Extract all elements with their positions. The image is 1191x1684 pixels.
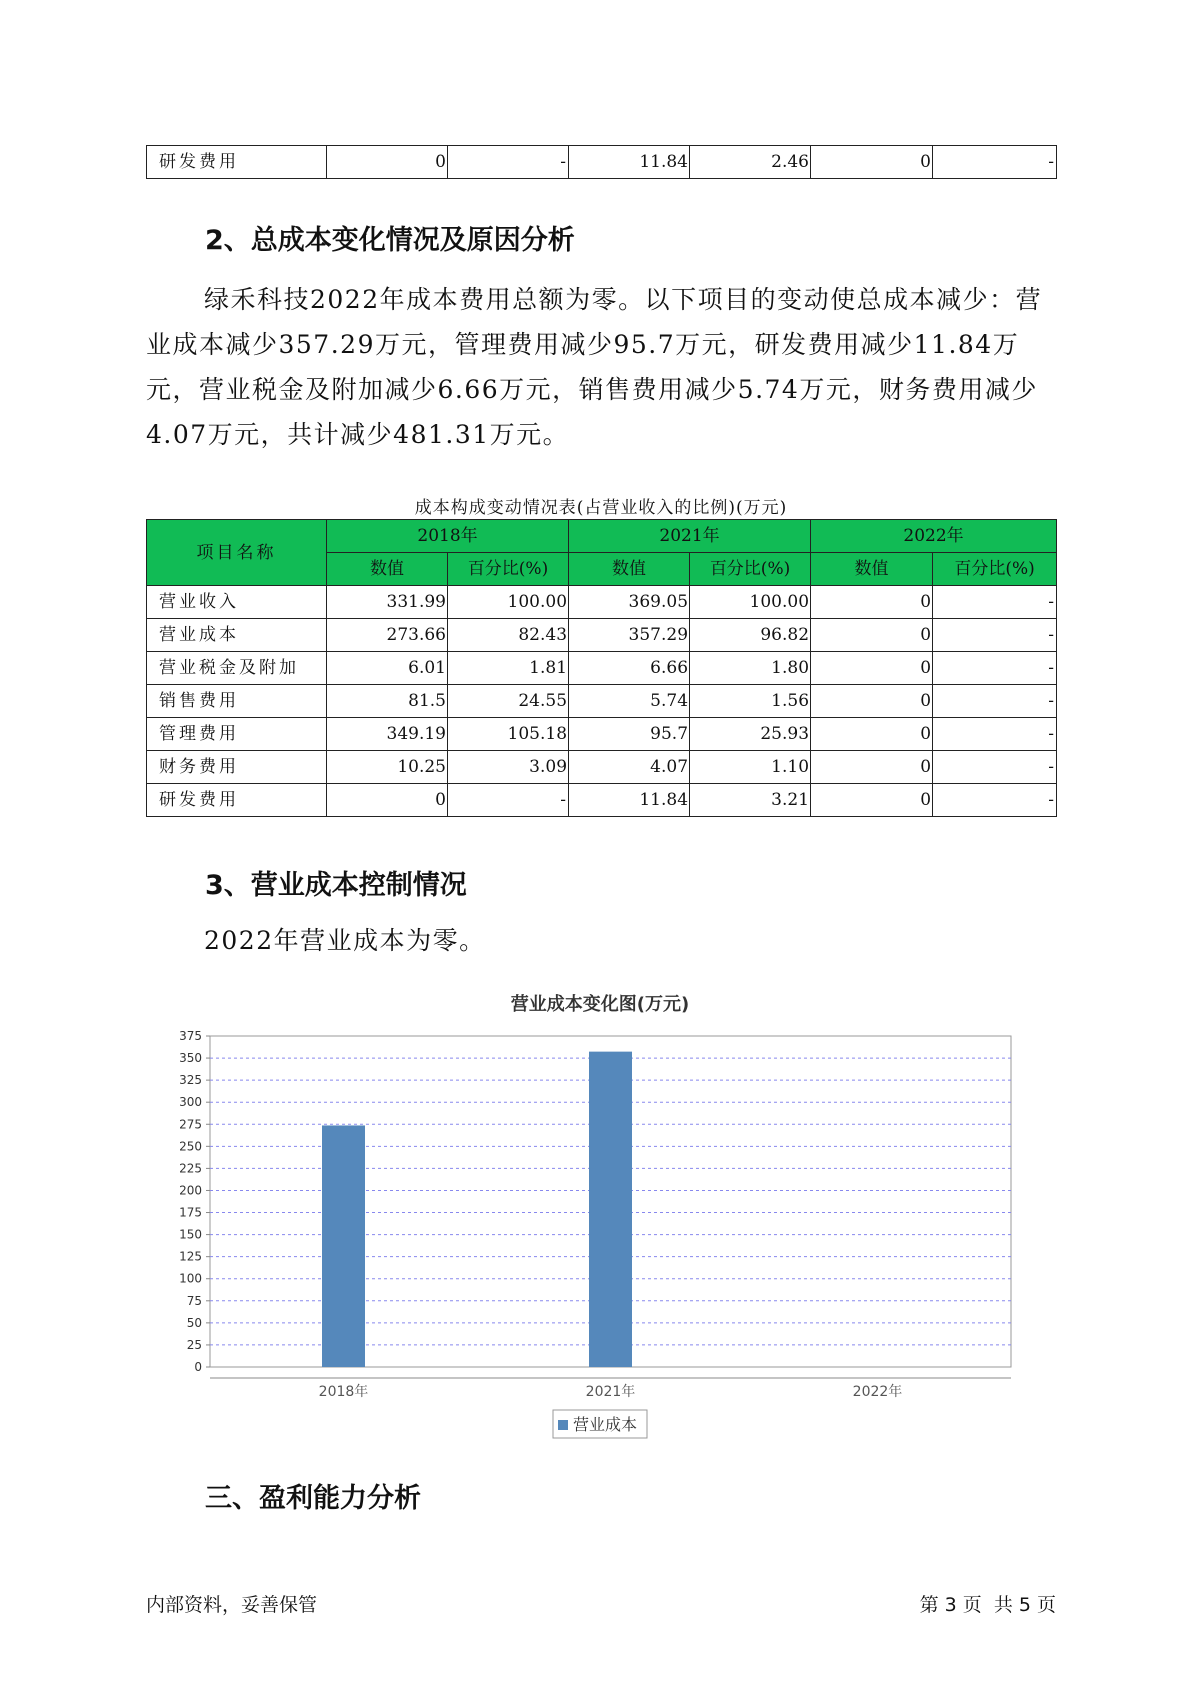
section-paragraph: 绿禾科技2022年成本费用总额为零。以下项目的变动使总成本减少：营业成本减少357.29万元，管理费用减少95.7万元，研发费用减少11.84万元，营业税金及附加减少6.66万元，销售费用减少5.74万元，财务费用减少4.07万元，共计减少481.31万元。: [146, 285, 1043, 449]
cell: 0: [811, 652, 933, 685]
y-tick-label: 300: [179, 1095, 202, 1110]
y-tick-label: 175: [179, 1205, 202, 1220]
y-tick-label: 0: [194, 1360, 202, 1374]
y-tick-label: 350: [179, 1051, 202, 1066]
cell: 10.25: [327, 751, 448, 784]
cell: 1.10: [690, 751, 811, 784]
table-row: [147, 685, 1057, 718]
header-value: 数值: [569, 553, 690, 586]
row-name: 研发费用: [147, 784, 327, 817]
cell: 349.19: [327, 718, 448, 751]
cell: 25.93: [690, 718, 811, 751]
cell: -: [933, 619, 1057, 652]
cell: 369.05: [569, 586, 690, 619]
cell: 96.82: [690, 619, 811, 652]
row-name: 营业税金及附加: [147, 652, 327, 685]
x-tick-label: 2022年: [852, 1384, 903, 1400]
cell: 4.07: [569, 751, 690, 784]
y-tick-label: 200: [179, 1183, 202, 1198]
cell: 11.84: [569, 146, 690, 179]
table-row: [147, 784, 1057, 817]
table-header-row: [147, 520, 1057, 553]
y-tick-label: 150: [179, 1227, 202, 1242]
cell: -: [933, 685, 1057, 718]
cell: 0: [811, 784, 933, 817]
row-name: 管理费用: [147, 718, 327, 751]
y-axis-ticks: [179, 1029, 210, 1374]
header-item: 项目名称: [147, 520, 327, 586]
y-tick-label: 100: [179, 1271, 202, 1286]
cell: 1.81: [448, 652, 569, 685]
cell: -: [933, 718, 1057, 751]
cell: 2.46: [690, 146, 811, 179]
row-name: 营业收入: [147, 586, 327, 619]
header-pct: 百分比(%): [933, 553, 1057, 586]
top-table-fragment: [146, 145, 1057, 179]
header-year: 2018年: [327, 520, 569, 553]
cell: 105.18: [448, 718, 569, 751]
table-row: [147, 146, 1057, 179]
table-row: [147, 718, 1057, 751]
cell: -: [933, 146, 1057, 179]
cell: 0: [811, 619, 933, 652]
cell: 357.29: [569, 619, 690, 652]
cell: 0: [811, 751, 933, 784]
cell: 6.66: [569, 652, 690, 685]
y-tick-label: 125: [179, 1249, 202, 1264]
footer-left: 内部资料，妥善保管: [146, 1594, 318, 1616]
bar: [589, 1052, 632, 1367]
section-paragraph: 2022年营业成本为零。: [204, 926, 486, 955]
cell: 1.56: [690, 685, 811, 718]
cell: 5.74: [569, 685, 690, 718]
table-row: [147, 751, 1057, 784]
cell: -: [448, 784, 569, 817]
header-value: 数值: [811, 553, 933, 586]
y-tick-label: 25: [186, 1337, 202, 1352]
y-tick-label: 325: [179, 1073, 202, 1088]
header-value: 数值: [327, 553, 448, 586]
cell: 100.00: [690, 586, 811, 619]
cell: 0: [811, 146, 933, 179]
footer-right: 第 3 页 共 5 页: [919, 1594, 1056, 1616]
cell: -: [933, 652, 1057, 685]
cell: 1.80: [690, 652, 811, 685]
x-axis-labels: [319, 1383, 903, 1400]
y-tick-label: 225: [179, 1161, 202, 1176]
cell: -: [448, 146, 569, 179]
cost-bar-chart: [0, 980, 1191, 1450]
header-pct: 百分比(%): [690, 553, 811, 586]
row-name: 研发费用: [147, 146, 327, 179]
chart-title: 营业成本变化图(万元): [510, 994, 690, 1015]
cell: 11.84: [569, 784, 690, 817]
cell: 0: [811, 586, 933, 619]
row-name: 营业成本: [147, 619, 327, 652]
section-heading: 3、营业成本控制情况: [205, 870, 467, 901]
cell: -: [933, 751, 1057, 784]
header-year: 2021年: [569, 520, 811, 553]
cell: 0: [811, 718, 933, 751]
table-row: [147, 619, 1057, 652]
cell: 6.01: [327, 652, 448, 685]
table-caption: 成本构成变动情况表(占营业收入的比例)(万元): [414, 498, 788, 518]
y-tick-label: 375: [179, 1029, 202, 1043]
cell: 100.00: [448, 586, 569, 619]
table-row: [147, 652, 1057, 685]
cell: 95.7: [569, 718, 690, 751]
cell: 3.09: [448, 751, 569, 784]
legend-label: 营业成本: [573, 1415, 638, 1434]
cell: 24.55: [448, 685, 569, 718]
cell: -: [933, 586, 1057, 619]
cell: 81.5: [327, 685, 448, 718]
cell: 331.99: [327, 586, 448, 619]
x-tick-label: 2018年: [318, 1384, 369, 1400]
cell: 273.66: [327, 619, 448, 652]
cell: 0: [811, 685, 933, 718]
y-tick-label: 75: [186, 1293, 202, 1308]
table-row: [147, 586, 1057, 619]
cell: 3.21: [690, 784, 811, 817]
legend-swatch: [558, 1420, 568, 1430]
cost-table: [146, 519, 1057, 817]
row-name: 财务费用: [147, 751, 327, 784]
header-pct: 百分比(%): [448, 553, 569, 586]
cell: -: [933, 784, 1057, 817]
cell: 0: [327, 784, 448, 817]
y-tick-label: 250: [179, 1139, 202, 1154]
y-tick-label: 50: [186, 1315, 202, 1330]
header-year: 2022年: [811, 520, 1057, 553]
x-tick-label: 2021年: [585, 1384, 636, 1400]
legend: [553, 1410, 647, 1438]
cell: 0: [327, 146, 448, 179]
y-tick-label: 275: [179, 1117, 202, 1132]
cell: 82.43: [448, 619, 569, 652]
row-name: 销售费用: [147, 685, 327, 718]
bar: [322, 1125, 365, 1367]
section-heading: 2、总成本变化情况及原因分析: [205, 225, 575, 256]
section-heading: 三、盈利能力分析: [205, 1483, 421, 1514]
